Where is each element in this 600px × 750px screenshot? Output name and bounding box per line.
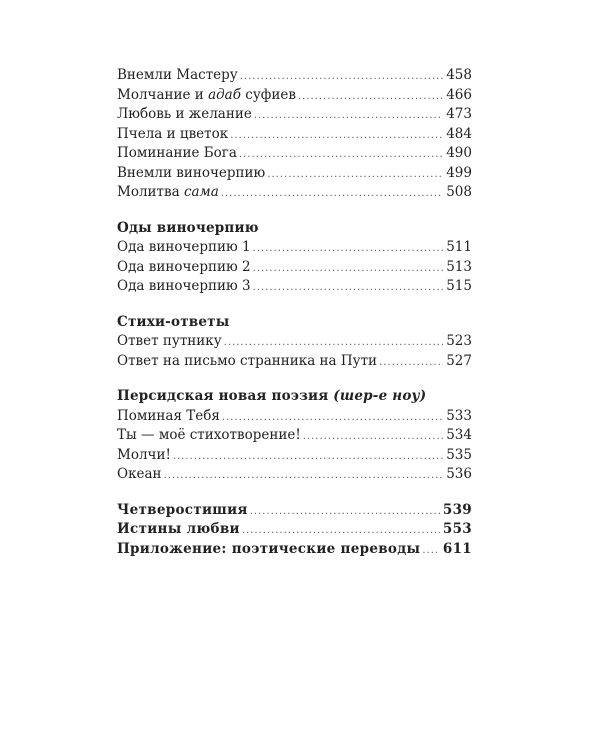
toc-entry-page: 458 bbox=[446, 67, 472, 83]
toc-entry-page: 473 bbox=[446, 106, 472, 122]
dot-leader bbox=[221, 184, 443, 204]
toc-entry[interactable] bbox=[117, 501, 472, 521]
table-of-contents bbox=[117, 66, 472, 559]
toc-entry-title: Ответ на письмо странника на Пути bbox=[117, 352, 378, 369]
toc-entry[interactable] bbox=[117, 426, 472, 446]
toc-entry-page: 533 bbox=[446, 407, 472, 424]
toc-entry-page: 466 bbox=[446, 86, 472, 103]
toc-entry[interactable] bbox=[117, 332, 472, 352]
toc-entry[interactable] bbox=[117, 520, 472, 540]
section-heading: Оды виночерпию bbox=[117, 219, 259, 236]
toc-section-odes bbox=[117, 219, 472, 297]
section-heading: Стихи-ответы bbox=[117, 313, 230, 330]
toc-entry-page: 499 bbox=[446, 164, 472, 181]
dot-leader bbox=[303, 427, 443, 447]
toc-entry[interactable] bbox=[117, 105, 472, 125]
toc-entry-title: Ода виночерпию 3 bbox=[117, 278, 251, 294]
toc-entry-title: Океан bbox=[117, 466, 162, 482]
toc-entry-title: Ода виночерпию 1 bbox=[117, 239, 251, 255]
dot-leader bbox=[422, 541, 440, 561]
toc-entry-title: Приложение: поэтические переводы bbox=[117, 540, 421, 557]
dot-leader bbox=[230, 126, 443, 146]
toc-entry-title: Молчи! bbox=[117, 446, 171, 463]
toc-entry-title: Истины любви bbox=[117, 521, 240, 537]
toc-entry-page: 611 bbox=[442, 540, 472, 557]
dot-leader bbox=[173, 447, 443, 467]
toc-entry-page: 536 bbox=[446, 466, 472, 482]
toc-entry-title: Молчание и адаб суфиев bbox=[117, 86, 296, 103]
dot-leader bbox=[267, 165, 443, 185]
toc-entry-title: Ответ путнику bbox=[117, 333, 222, 349]
toc-entry-title: Молитва сама bbox=[117, 184, 219, 200]
section-spacer bbox=[117, 485, 472, 501]
toc-entry-page: 490 bbox=[446, 145, 472, 161]
toc-entry-page: 553 bbox=[442, 521, 472, 537]
dot-leader bbox=[253, 259, 443, 279]
toc-entry-page: 527 bbox=[446, 352, 472, 369]
toc-entry[interactable] bbox=[117, 277, 472, 297]
toc-entry-page: 508 bbox=[446, 184, 472, 200]
toc-section-persian bbox=[117, 387, 472, 485]
toc-entry[interactable] bbox=[117, 164, 472, 184]
toc-entry[interactable] bbox=[117, 465, 472, 485]
toc-entry[interactable] bbox=[117, 86, 472, 106]
toc-entry-page: 535 bbox=[446, 446, 472, 463]
dot-leader bbox=[298, 87, 443, 107]
toc-entry-page: 539 bbox=[442, 501, 472, 518]
toc-entry-page: 511 bbox=[446, 239, 472, 255]
dot-leader bbox=[239, 145, 443, 165]
dot-leader bbox=[224, 333, 443, 353]
toc-entry-title: Любовь и желание bbox=[117, 106, 252, 122]
dot-leader bbox=[164, 466, 443, 486]
toc-entry[interactable] bbox=[117, 352, 472, 372]
section-spacer bbox=[117, 297, 472, 313]
toc-entry[interactable] bbox=[117, 258, 472, 278]
toc-section-top bbox=[117, 66, 472, 203]
toc-entry[interactable] bbox=[117, 407, 472, 427]
toc-entry-page: 513 bbox=[446, 258, 472, 275]
dot-leader bbox=[253, 239, 443, 259]
toc-entry[interactable] bbox=[117, 125, 472, 145]
toc-entry-title: Ты — моё стихотворение! bbox=[117, 427, 301, 443]
toc-section-answers bbox=[117, 313, 472, 372]
toc-entry-title: Поминание Бога bbox=[117, 145, 237, 161]
toc-entry-page: 484 bbox=[446, 125, 472, 142]
toc-entry-page: 523 bbox=[446, 333, 472, 349]
toc-entry-title: Четверостишия bbox=[117, 501, 248, 518]
dot-leader bbox=[253, 278, 443, 298]
dot-leader bbox=[254, 106, 443, 126]
toc-entry[interactable] bbox=[117, 540, 472, 560]
dot-leader bbox=[250, 502, 440, 522]
section-spacer bbox=[117, 203, 472, 219]
toc-entry[interactable] bbox=[117, 66, 472, 86]
toc-section-final bbox=[117, 501, 472, 560]
toc-entry[interactable] bbox=[117, 183, 472, 203]
toc-entry[interactable] bbox=[117, 144, 472, 164]
toc-entry-title: Пчела и цветок bbox=[117, 125, 229, 142]
dot-leader bbox=[242, 521, 440, 541]
toc-entry-title: Внемли виночерпию bbox=[117, 164, 266, 181]
toc-entry-title: Внемли Мастеру bbox=[117, 67, 238, 83]
toc-entry-title: Поминая Тебя bbox=[117, 407, 220, 424]
section-heading: Персидская новая поэзия (шер-е ноу) bbox=[117, 388, 427, 404]
dot-leader bbox=[240, 67, 443, 87]
toc-entry[interactable] bbox=[117, 238, 472, 258]
dot-leader bbox=[379, 353, 443, 373]
toc-entry-title: Ода виночерпию 2 bbox=[117, 258, 251, 275]
section-spacer bbox=[117, 371, 472, 387]
toc-entry-page: 534 bbox=[446, 427, 472, 443]
toc-entry-page: 515 bbox=[446, 278, 472, 294]
toc-entry[interactable] bbox=[117, 446, 472, 466]
dot-leader bbox=[222, 408, 443, 428]
